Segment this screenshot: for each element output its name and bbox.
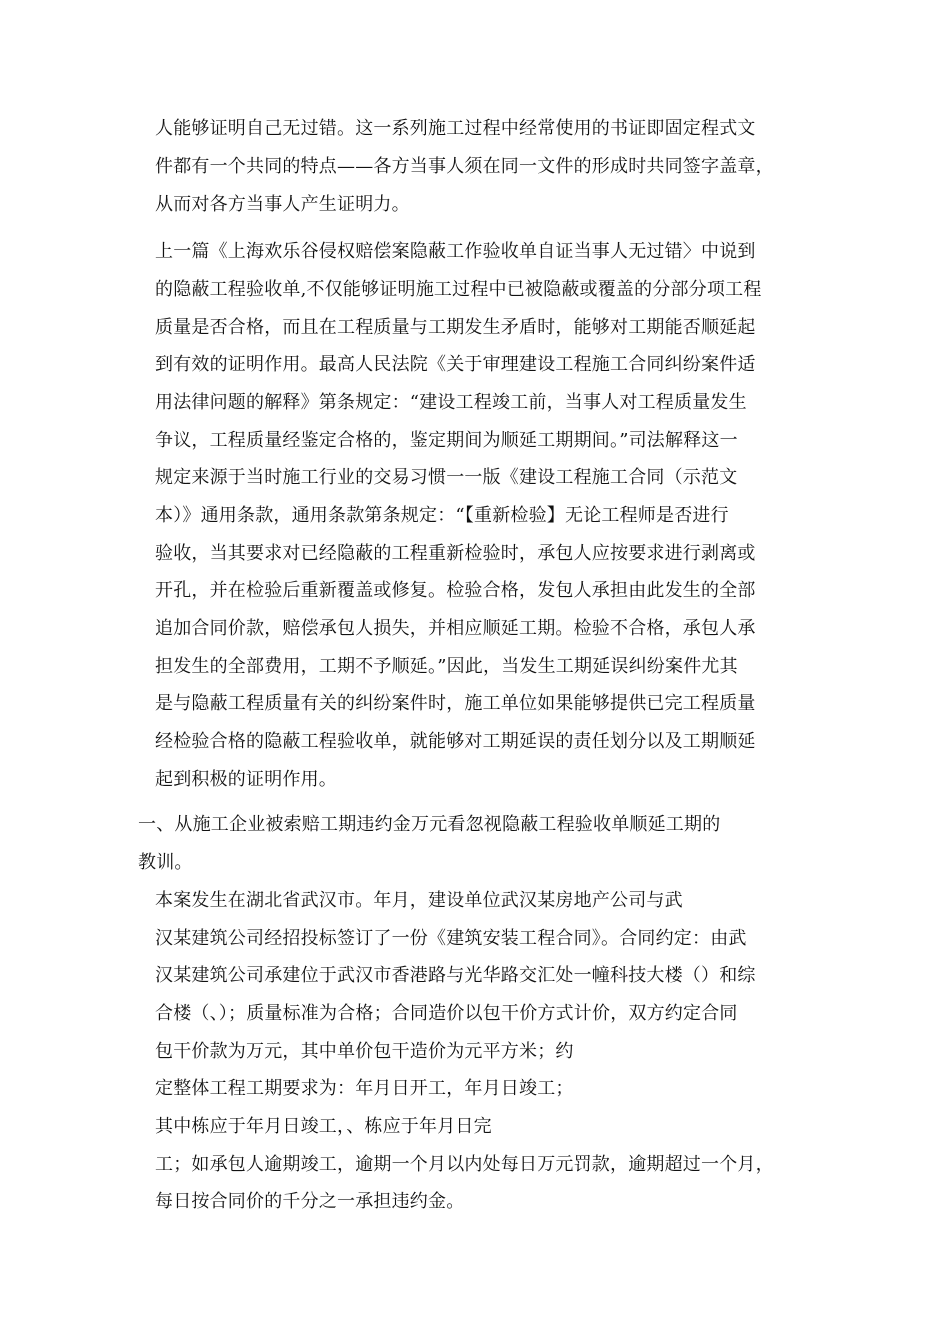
text-line: 经检验合格的隐蔽工程验收单，就能够对工期延误的责任划分以及工期顺延 bbox=[155, 731, 756, 752]
text-line: 本）》通用条款，通用条款第条规定：“【重新检验】无论工程师是否进行 bbox=[155, 505, 729, 526]
text-line: 质量是否合格，而且在工程质量与工期发生矛盾时，能够对工期能否顺延起 bbox=[155, 317, 756, 338]
text-line: 到有效的证明作用。最高人民法院《关于审理建设工程施工合同纠纷案件适 bbox=[155, 354, 756, 375]
text-line: 争议，工程质量经鉴定合格的，鉴定期间为顺延工期期间。”司法解释这一 bbox=[155, 430, 738, 451]
text-line: 追加合同价款，赔偿承包人损失，并相应顺延工期。检验不合格，承包人承 bbox=[155, 618, 756, 639]
text-line: 起到积极的证明作用。 bbox=[155, 769, 337, 790]
text-line: 其中栋应于年月日竣工，、栋应于年月日完 bbox=[155, 1116, 492, 1137]
text-line: 汉某建筑公司承建位于武汉市香港路与光华路交汇处一幢科技大楼（）和综 bbox=[155, 965, 756, 986]
text-line: 验收，当其要求对已经隐蔽的工程重新检验时，承包人应按要求进行剥离或 bbox=[155, 543, 756, 564]
text-line: 规定来源于当时施工行业的交易习惯一一版《建设工程施工合同（示范文 bbox=[155, 467, 738, 488]
text-line: 包干价款为万元，其中单价包干造价为元平方米；约 bbox=[155, 1041, 574, 1062]
text-line: 是与隐蔽工程质量有关的纠纷案件时，施工单位如果能够提供已完工程质量 bbox=[155, 693, 756, 714]
text-line: 合楼（、）；质量标准为合格；合同造价以包干价方式计价，双方约定合同 bbox=[155, 1003, 738, 1024]
text-line: 汉某建筑公司经招投标签订了一份《建筑安装工程合同》。合同约定：由武 bbox=[155, 928, 747, 949]
text-line: 定整体工程工期要求为：年月日开工，年月日竣工； bbox=[155, 1078, 574, 1099]
text-line: 本案发生在湖北省武汉市。年月，建设单位武汉某房地产公司与武 bbox=[155, 890, 683, 911]
text-line: 开孔，并在检验后重新覆盖或修复。检验合格，发包人承担由此发生的全部 bbox=[155, 580, 756, 601]
text-line: 上一篇《上海欢乐谷侵权赔偿案隐蔽工作验收单自证当事人无过错〉中说到 bbox=[155, 241, 756, 262]
section-heading: 一、从施工企业被索赔工期违约金万元看忽视隐蔽工程验收单顺延工期的 bbox=[138, 814, 721, 835]
text-line: 人能够证明自己无过错。这一系列施工过程中经常使用的书证即固定程式文 bbox=[155, 118, 756, 139]
text-line: 工；如承包人逾期竣工，逾期一个月以内处每日万元罚款，逾期超过一个月， bbox=[155, 1154, 774, 1175]
text-line: 的隐蔽工程验收单,不仅能够证明施工过程中已被隐蔽或覆盖的分部分项工程 bbox=[155, 279, 762, 300]
text-line: 用法律问题的解释》第条规定：“建设工程竣工前，当事人对工程质量发生 bbox=[155, 392, 747, 413]
text-line: 每日按合同价的千分之一承担违约金。 bbox=[155, 1191, 465, 1212]
text-line: 件都有一个共同的特点——各方当事人须在同一文件的形成时共同签字盖章， bbox=[155, 156, 774, 177]
text-line: 从而对各方当事人产生证明力。 bbox=[155, 194, 410, 215]
section-heading: 教训。 bbox=[138, 852, 193, 873]
text-line: 担发生的全部费用，工期不予顺延。”因此，当发生工期延误纠纷案件尤其 bbox=[155, 656, 738, 677]
